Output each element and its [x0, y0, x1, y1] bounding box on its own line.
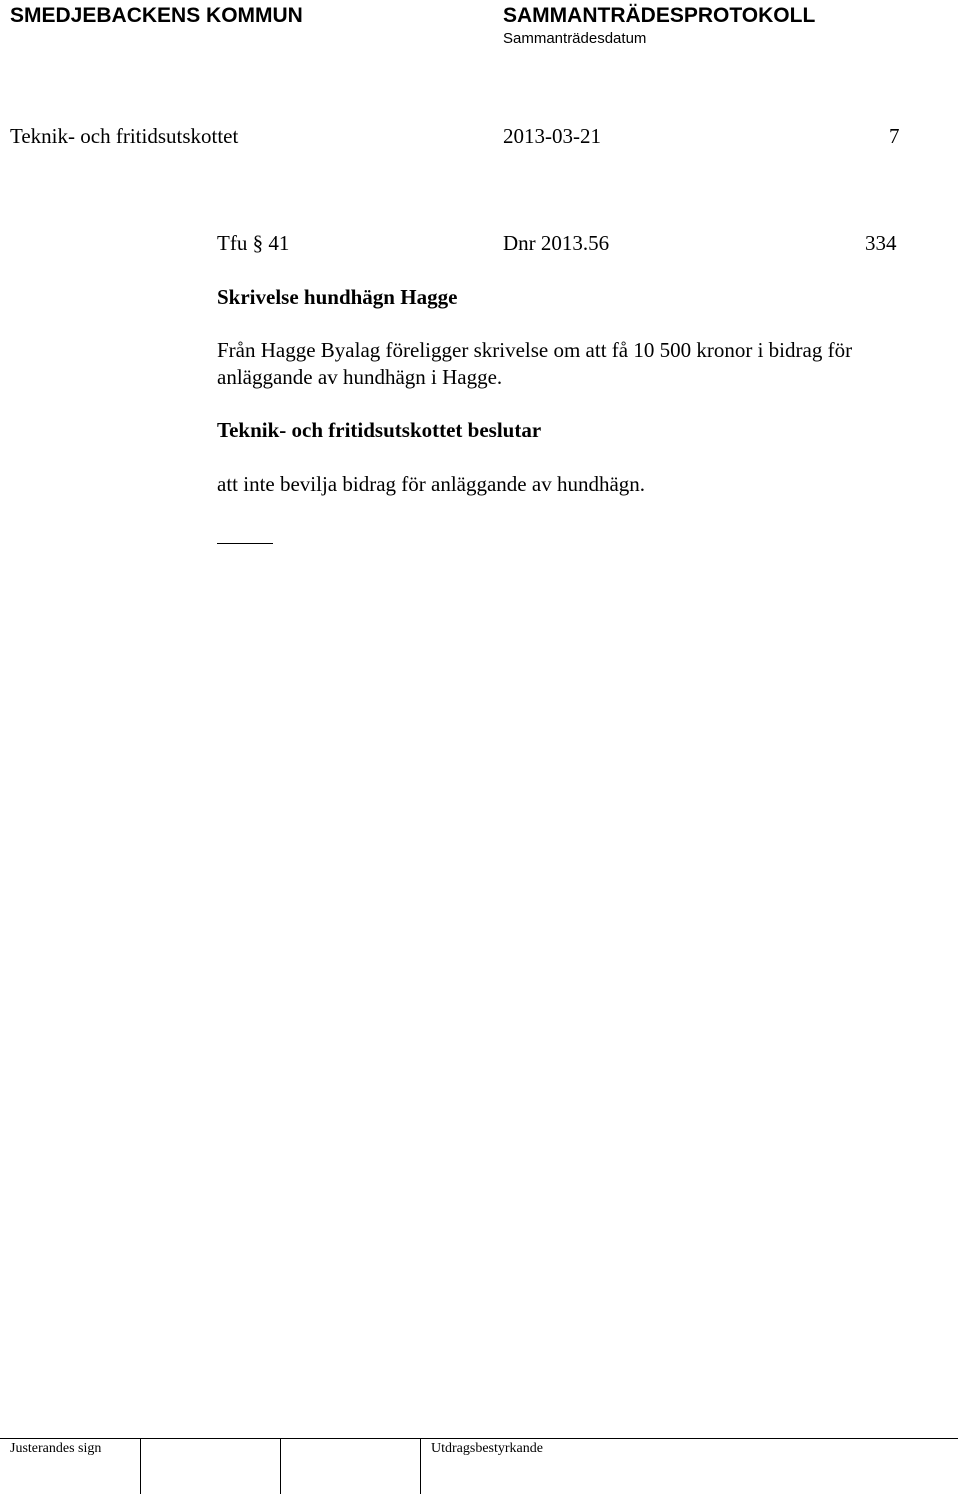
- meeting-date: 2013-03-21: [503, 124, 601, 148]
- footer-divider: [0, 1438, 958, 1439]
- case-body-line-2: anläggande av hundhägn i Hagge.: [217, 365, 503, 389]
- footer-separator: [280, 1438, 281, 1494]
- section-end-line: [217, 543, 273, 544]
- municipality-name: SMEDJEBACKENS KOMMUN: [10, 4, 303, 27]
- footer-separator: [140, 1438, 141, 1494]
- extract-certification-label: Utdragsbestyrkande: [431, 1441, 543, 1456]
- case-body-line-1: Från Hagge Byalag föreligger skrivelse om att få 10 500 kronor i bidrag för: [217, 338, 853, 362]
- meeting-date-label: Sammanträdesdatum: [503, 30, 647, 47]
- case-title: Skrivelse hundhägn Hagge: [217, 285, 458, 309]
- decision-text: att inte bevilja bidrag för anläggande av hundhägn.: [217, 472, 646, 496]
- signature-label: Justerandes sign: [10, 1441, 102, 1456]
- case-code: 334: [865, 231, 897, 255]
- page-number: 7: [889, 124, 900, 148]
- decision-heading: Teknik- och fritidsutskottet beslutar: [217, 418, 542, 442]
- document-type: SAMMANTRÄDESPROTOKOLL: [503, 4, 816, 27]
- dnr-number: Dnr 2013.56: [503, 231, 610, 255]
- committee-name: Teknik- och fritidsutskottet: [10, 124, 239, 148]
- paragraph-number: Tfu § 41: [217, 231, 290, 255]
- footer-separator: [420, 1438, 421, 1494]
